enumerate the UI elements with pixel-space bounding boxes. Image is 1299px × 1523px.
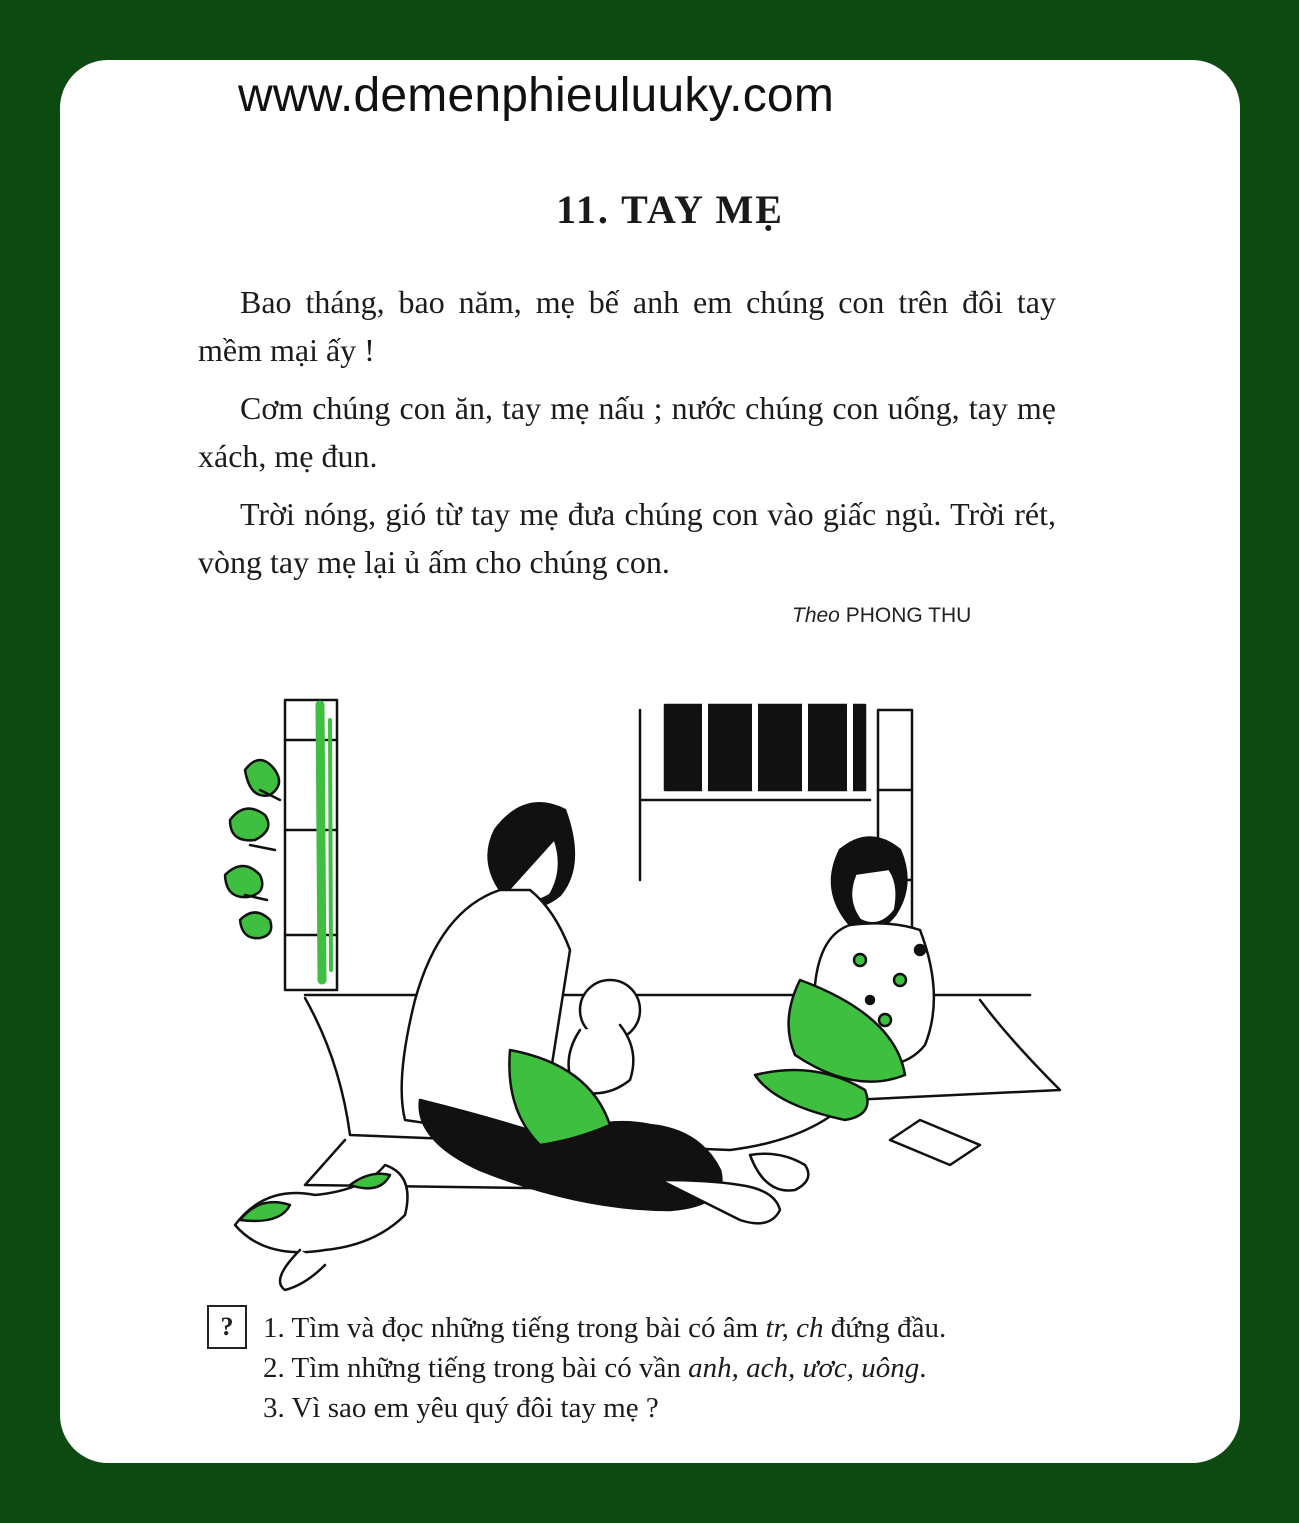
question-2-text: 2. Tìm những tiếng trong bài có vần <box>263 1352 689 1384</box>
question-1-text: 1. Tìm và đọc những tiếng trong bài có âm <box>263 1312 766 1344</box>
bamboo-pillar <box>285 700 337 990</box>
question-1-italic: tr, ch <box>765 1312 824 1344</box>
window <box>640 705 870 880</box>
question-1 <box>263 1308 946 1348</box>
cat-figure <box>235 1165 408 1290</box>
page-card <box>60 60 1240 1463</box>
author-prefix: Theo <box>792 604 840 627</box>
baby-figure <box>569 980 640 1093</box>
question-2-italic: anh, ach, ươc, uông <box>688 1352 920 1384</box>
question-1-end: đứng đầu. <box>823 1312 947 1344</box>
paragraph-2: Cơm chúng con ăn, tay mẹ nấu ; nước chúng con uống, tay mẹ xách, mẹ đun. <box>198 390 1056 474</box>
question-3-text: 3. Vì sao em yêu quý đôi tay mẹ ? <box>263 1392 659 1424</box>
question-2-end: . <box>919 1352 927 1384</box>
author-name: PHONG THU <box>845 604 972 627</box>
girl-figure <box>755 838 980 1166</box>
mother-children-illustration <box>210 680 1070 1320</box>
question-marker-box: ? <box>207 1305 247 1349</box>
questions-list <box>263 1308 946 1428</box>
website-url: www.demenphieuluuky.com <box>238 69 834 122</box>
lesson-title: 11. TAY MẸ <box>556 187 784 232</box>
paragraph-1: Bao tháng, bao năm, mẹ bế anh em chúng con trên đôi tay mềm mại ấy ! <box>198 284 1056 368</box>
paragraph-3: Trời nóng, gió từ tay mẹ đưa chúng con vào giấc ngủ. Trời rét, vòng tay mẹ lại ủ ấm cho chúng con. <box>198 496 1056 580</box>
question-2 <box>263 1348 946 1388</box>
author-credit <box>792 604 971 628</box>
plant-leaves <box>225 760 280 938</box>
question-3 <box>263 1388 946 1428</box>
